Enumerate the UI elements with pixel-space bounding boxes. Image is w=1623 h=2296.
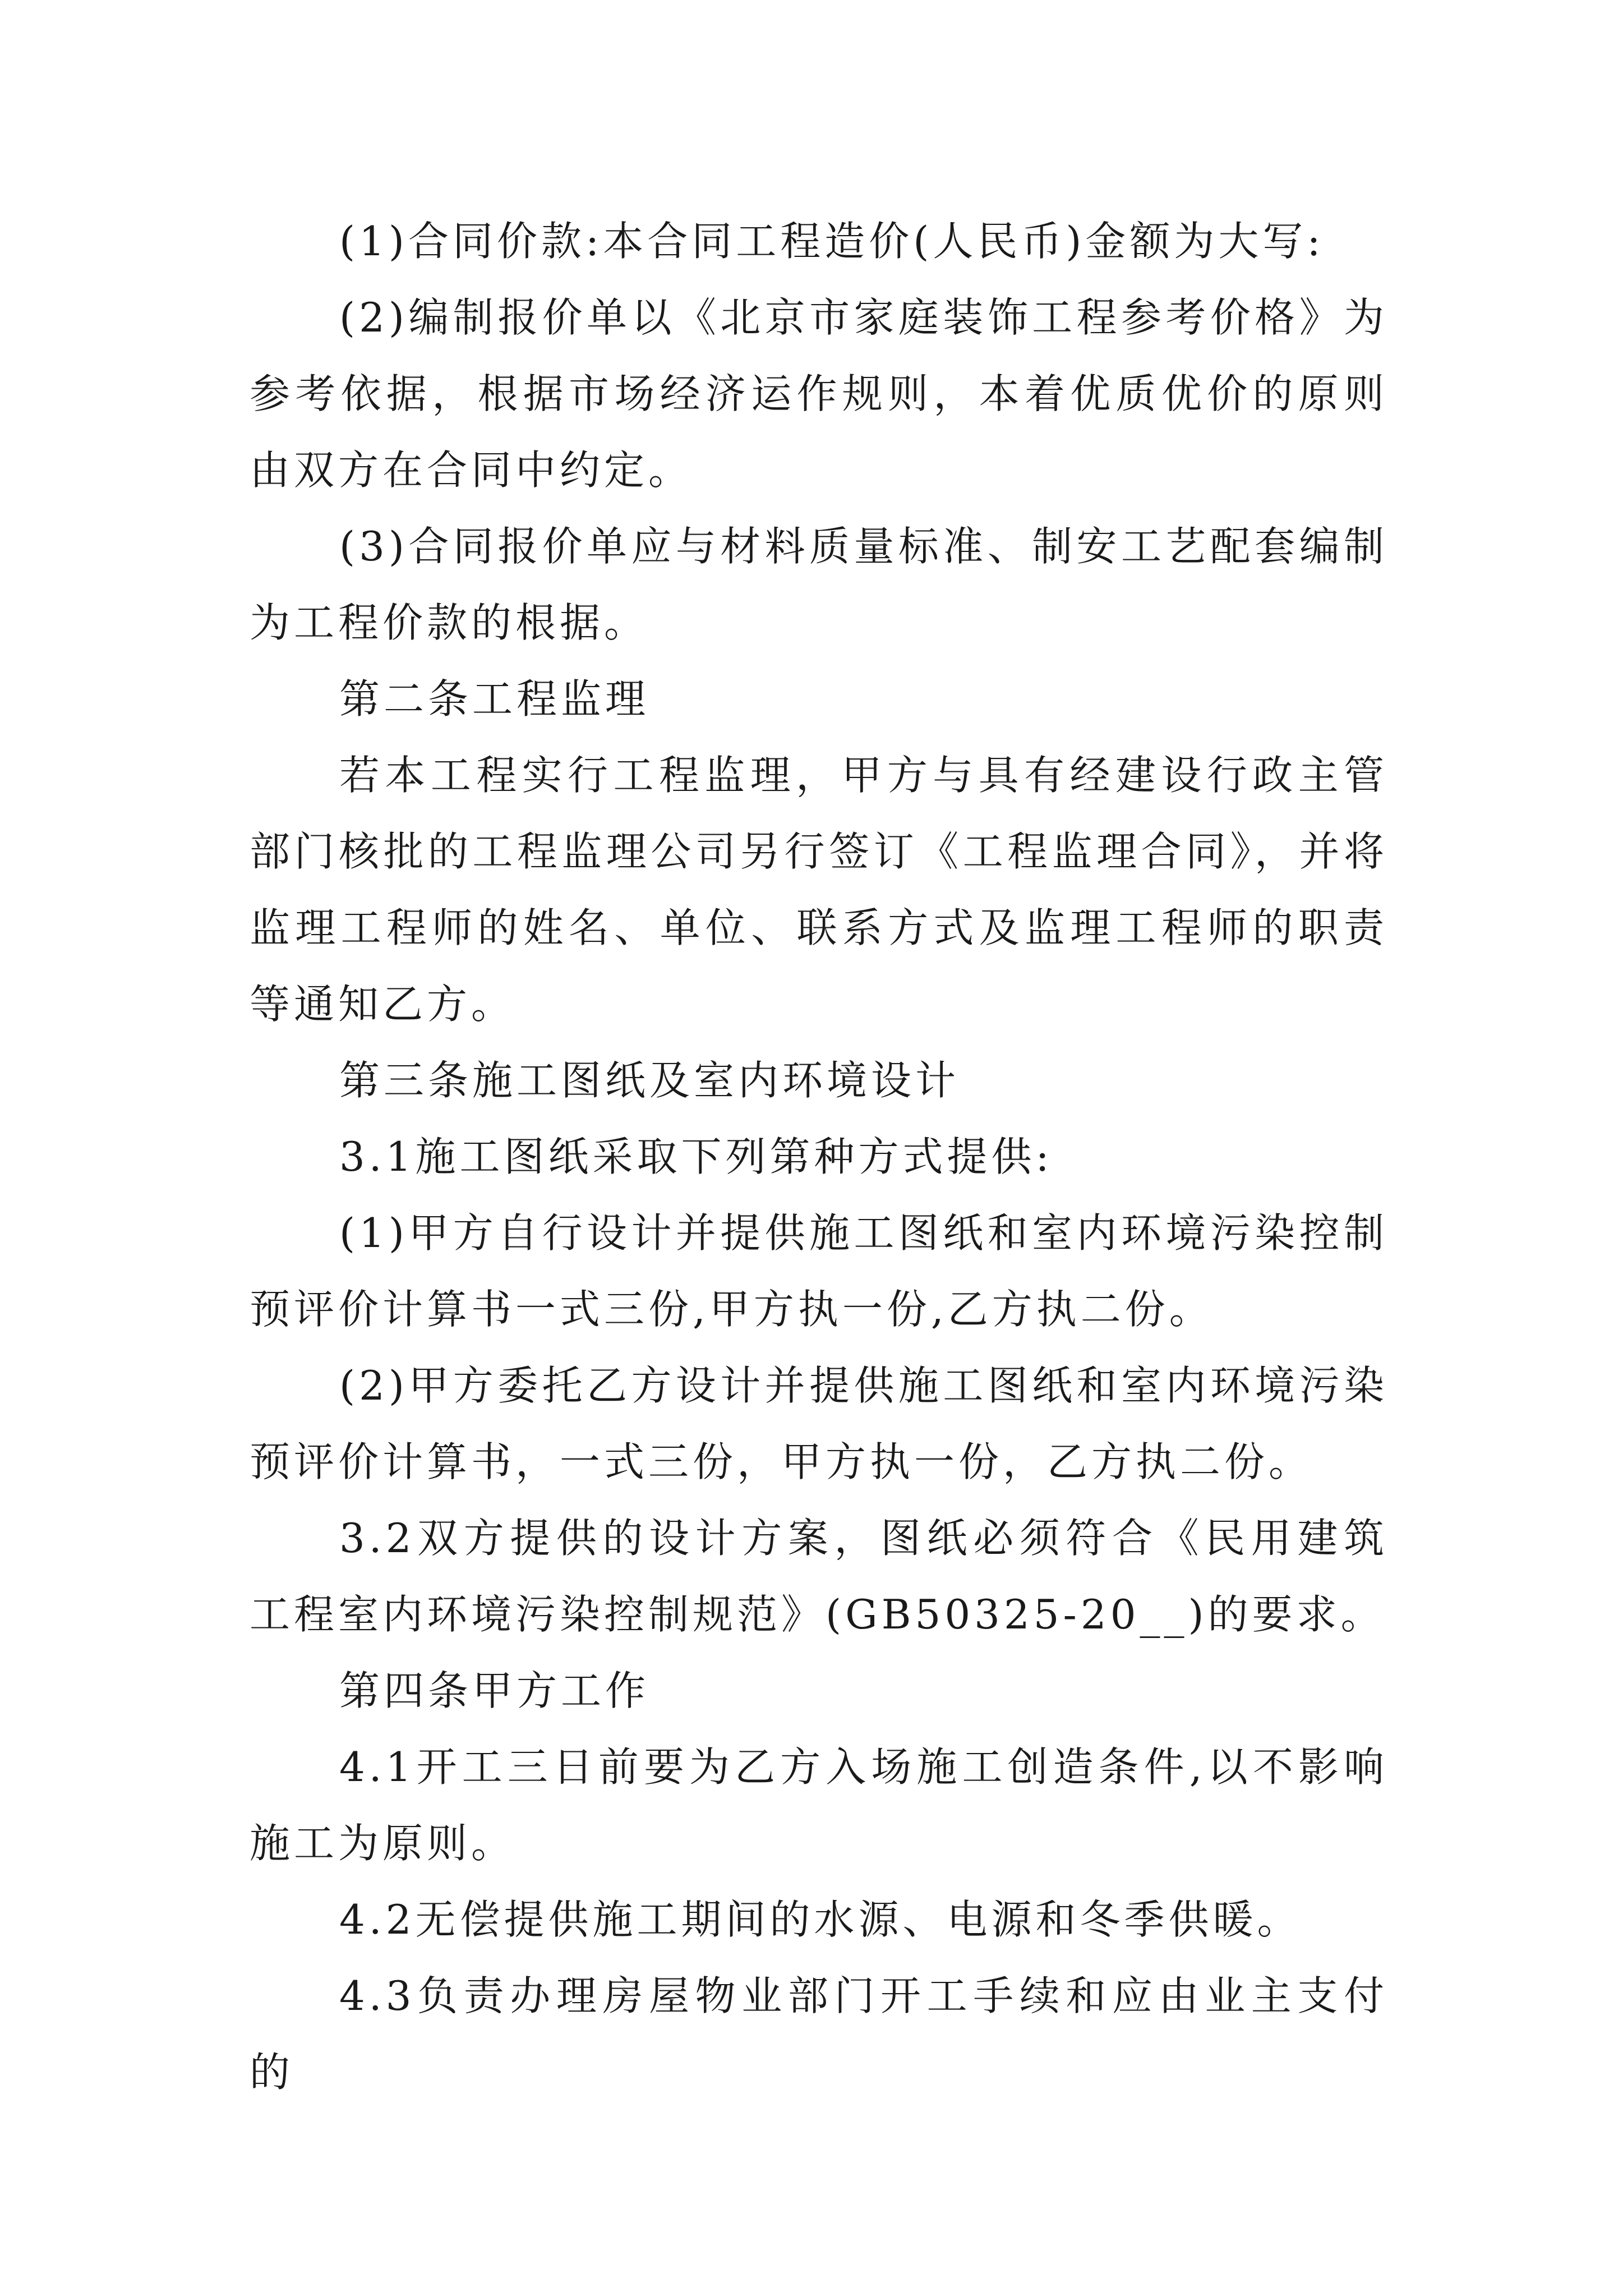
paragraph-quotation-standard: (3)合同报价单应与材料质量标准、制安工艺配套编制为工程价款的根据。 <box>250 523 1388 646</box>
paragraph-4-1: 4.1开工三日前要为乙方入场施工创造条件,以不影响施工为原则。 <box>250 1743 1388 1867</box>
paragraph-3-1-option-1: (1)甲方自行设计并提供施工图纸和室内环境污染控制预评价计算书一式三份,甲方执一份,乙方执二份。 <box>250 1209 1388 1333</box>
paragraph-4-2: 4.2无偿提供施工期间的水源、电源和冬季供暖。 <box>339 1896 1302 1943</box>
section-heading-drawings: 第三条施工图纸及室内环境设计 <box>339 1057 960 1104</box>
document-body <box>250 203 1388 2110</box>
paragraph-contract-price: (1)合同价款:本合同工程造价(人民币)金额为大写: <box>339 218 1325 265</box>
paragraph-4-3: 4.3负责办理房屋物业部门开工手续和应由业主支付的 <box>250 1972 1388 2096</box>
paragraph-3-2: 3.2双方提供的设计方案，图纸必须符合《民用建筑工程室内环境污染控制规范》(GB50325-20__)的要求。 <box>250 1515 1388 1638</box>
paragraph-quotation-basis: (2)编制报价单以《北京市家庭装饰工程参考价格》为参考依据，根据市场经济运作规则，本着优质优价的原则由双方在合同中约定。 <box>250 294 1388 494</box>
paragraph-3-1: 3.1施工图纸采取下列第种方式提供: <box>339 1133 1053 1180</box>
paragraph-3-1-option-2: (2)甲方委托乙方设计并提供施工图纸和室内环境污染预评价计算书，一式三份，甲方执一份，乙方执二份。 <box>250 1362 1388 1485</box>
section-heading-party-a: 第四条甲方工作 <box>339 1667 650 1714</box>
paragraph-supervision: 若本工程实行工程监理，甲方与具有经建设行政主管部门核批的工程监理公司另行签订《工程监理合同》，并将监理工程师的姓名、单位、联系方式及监理工程师的职责等通知乙方。 <box>250 752 1388 1028</box>
section-heading-supervision: 第二条工程监理 <box>339 675 650 723</box>
